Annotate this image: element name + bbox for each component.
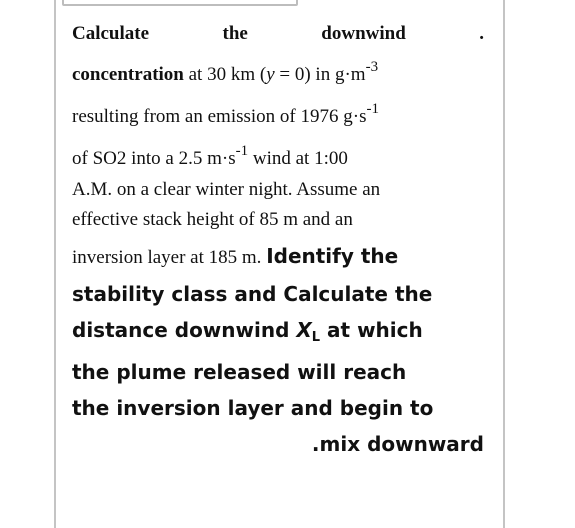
line-12-text: .mix downward — [311, 432, 484, 456]
line-11 — [72, 396, 484, 420]
line-5-text: A.M. on a clear winter night. Assume an — [72, 179, 381, 200]
var-y: y — [266, 64, 275, 85]
line-2 — [72, 58, 484, 87]
word-concentration: concentration — [72, 64, 184, 85]
right-border — [503, 0, 505, 528]
line-10-text: the plume released will reach — [72, 360, 407, 384]
word-calculate: Calculate — [72, 23, 150, 44]
line-9 — [72, 318, 484, 350]
line-1-period: . — [479, 23, 484, 44]
line-7-text: inversion layer at 185 m. — [72, 247, 267, 268]
line-6-text: effective stack height of 85 m and an — [72, 209, 353, 230]
line-1 — [72, 22, 484, 46]
line-8 — [72, 282, 484, 306]
left-border — [54, 0, 56, 528]
line-5 — [72, 178, 484, 202]
line-4-text: of SO2 into a 2.5 m·s — [72, 148, 236, 169]
line-8-text: stability class and Calculate the — [72, 282, 433, 306]
line-7 — [72, 244, 484, 270]
top-frame — [62, 0, 298, 6]
exponent-neg1-a: -1 — [366, 100, 379, 117]
line-2-eq: = 0) in g·m — [274, 64, 366, 85]
exponent-neg3: -3 — [365, 58, 379, 75]
line-3 — [72, 100, 484, 129]
var-x: X — [296, 318, 312, 342]
exponent-neg1-b: -1 — [235, 142, 249, 159]
line-12 — [72, 432, 484, 456]
line-7-bold: Identify the — [266, 244, 399, 268]
line-4-tail: wind at 1:00 — [248, 148, 348, 169]
line-11-text: the inversion layer and begin to — [72, 396, 434, 420]
line-2-mid: at 30 km ( — [183, 64, 267, 85]
line-4 — [72, 142, 484, 171]
var-x-sub: L — [311, 330, 321, 345]
line-9-text: distance downwind — [72, 318, 297, 342]
word-the: the — [222, 23, 248, 44]
word-downwind: downwind — [321, 23, 406, 44]
line-10 — [72, 360, 484, 384]
line-3-text: resulting from an emission of 1976 g·s — [72, 106, 367, 127]
line-9-tail: at which — [320, 318, 423, 342]
line-6 — [72, 208, 484, 232]
